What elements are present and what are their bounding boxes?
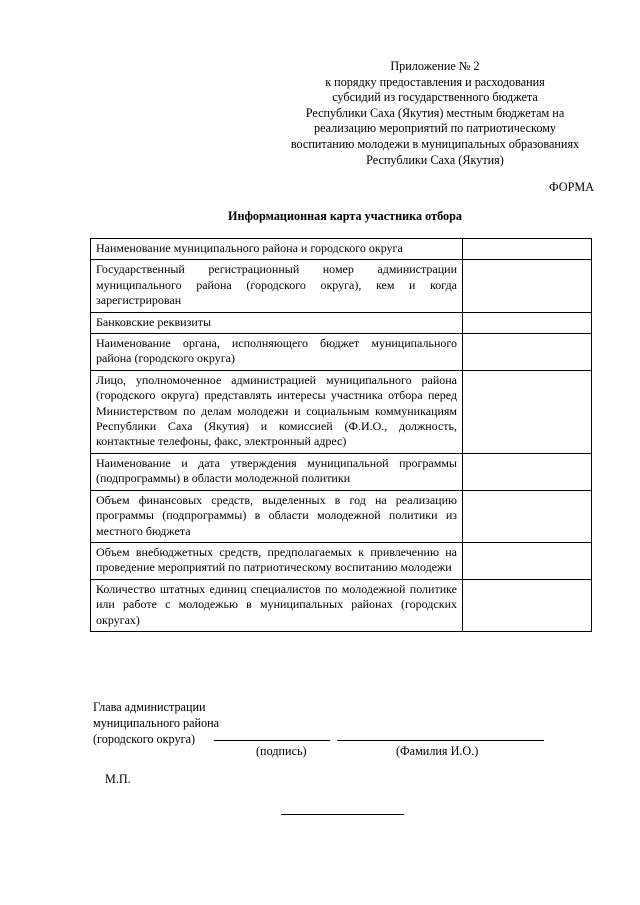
table-row (91, 370, 592, 453)
row-value-field[interactable] (463, 453, 592, 490)
appendix-line: Республики Саха (Якутия) местным бюджетам на (305, 105, 565, 120)
full-name-field[interactable] (337, 740, 544, 741)
appendix-line: субсидий из государственного бюджета (332, 90, 538, 105)
form-label: ФОРМА (549, 180, 594, 194)
row-value-field[interactable] (463, 260, 592, 312)
row-label: Наименование и дата утверждения муниципальной программы (подпрограммы) в области молодежной политики (91, 453, 463, 490)
signatory-line: Глава администрации (93, 700, 206, 714)
row-value-field[interactable] (463, 334, 592, 371)
signatory-line: (городского округа) (93, 731, 196, 746)
row-value-field[interactable] (463, 490, 592, 542)
row-label: Банковские реквизиты (91, 312, 463, 333)
table-row (91, 239, 592, 260)
row-label: Государственный регистрационный номер администрации муниципального района (городского округа), кем и когда зарегистрирован (91, 260, 463, 312)
appendix-line: реализацию мероприятий по патриотическому (313, 121, 557, 136)
signature-caption: (подпись) (256, 744, 307, 758)
full-name-caption: (Фамилия И.О.) (396, 744, 479, 758)
row-value-field[interactable] (463, 312, 592, 333)
info-card-table (90, 238, 592, 632)
signature-field[interactable] (214, 740, 330, 741)
table-row (91, 579, 592, 631)
date-field[interactable] (281, 814, 404, 815)
row-label: Объем финансовых средств, выделенных в год на реализацию программы (подпрограммы) в области молодежной политики из местного бюджета (91, 490, 463, 542)
row-label: Количество штатных единиц специалистов по молодежной политике или работе с молодежью в муниципальных районах (городских округах) (91, 579, 463, 631)
row-label: Лицо, уполномоченное администрацией муниципального района (городского округа) представлять интересы участника отбора перед Министерством по делам молодежи и социальным коммуникациям Республики Саха (Якутия) и комиссией (Ф.И.О., должность, контактные телефоны, факс, электронный адрес) (91, 370, 463, 453)
table-row (91, 542, 592, 579)
appendix-line: воспитанию молодежи в муниципальных образованиях (290, 136, 580, 151)
row-label: Наименование муниципального района и городского округа (91, 239, 463, 260)
row-value-field[interactable] (463, 542, 592, 579)
table-row (91, 490, 592, 542)
table-row (91, 334, 592, 371)
row-value-field[interactable] (463, 370, 592, 453)
row-value-field[interactable] (463, 579, 592, 631)
stamp-label: М.П. (105, 772, 131, 786)
signatory-line: муниципального района (93, 715, 220, 730)
document-title: Информационная карта участника отбора (228, 209, 462, 223)
signatory-block (93, 700, 219, 747)
appendix-line: Республики Саха (Якутия) (366, 152, 504, 167)
table-row (91, 260, 592, 312)
table-row (91, 453, 592, 490)
appendix-line: к порядку предоставления и расходования (325, 74, 545, 89)
table-row (91, 312, 592, 333)
appendix-line: Приложение № 2 (390, 59, 480, 73)
appendix-header (270, 59, 600, 168)
row-label: Наименование органа, исполняющего бюджет муниципального района (городского округа) (91, 334, 463, 371)
row-label: Объем внебюджетных средств, предполагаемых к привлечению на проведение мероприятий по патриотическому воспитанию молодежи (91, 542, 463, 579)
row-value-field[interactable] (463, 239, 592, 260)
